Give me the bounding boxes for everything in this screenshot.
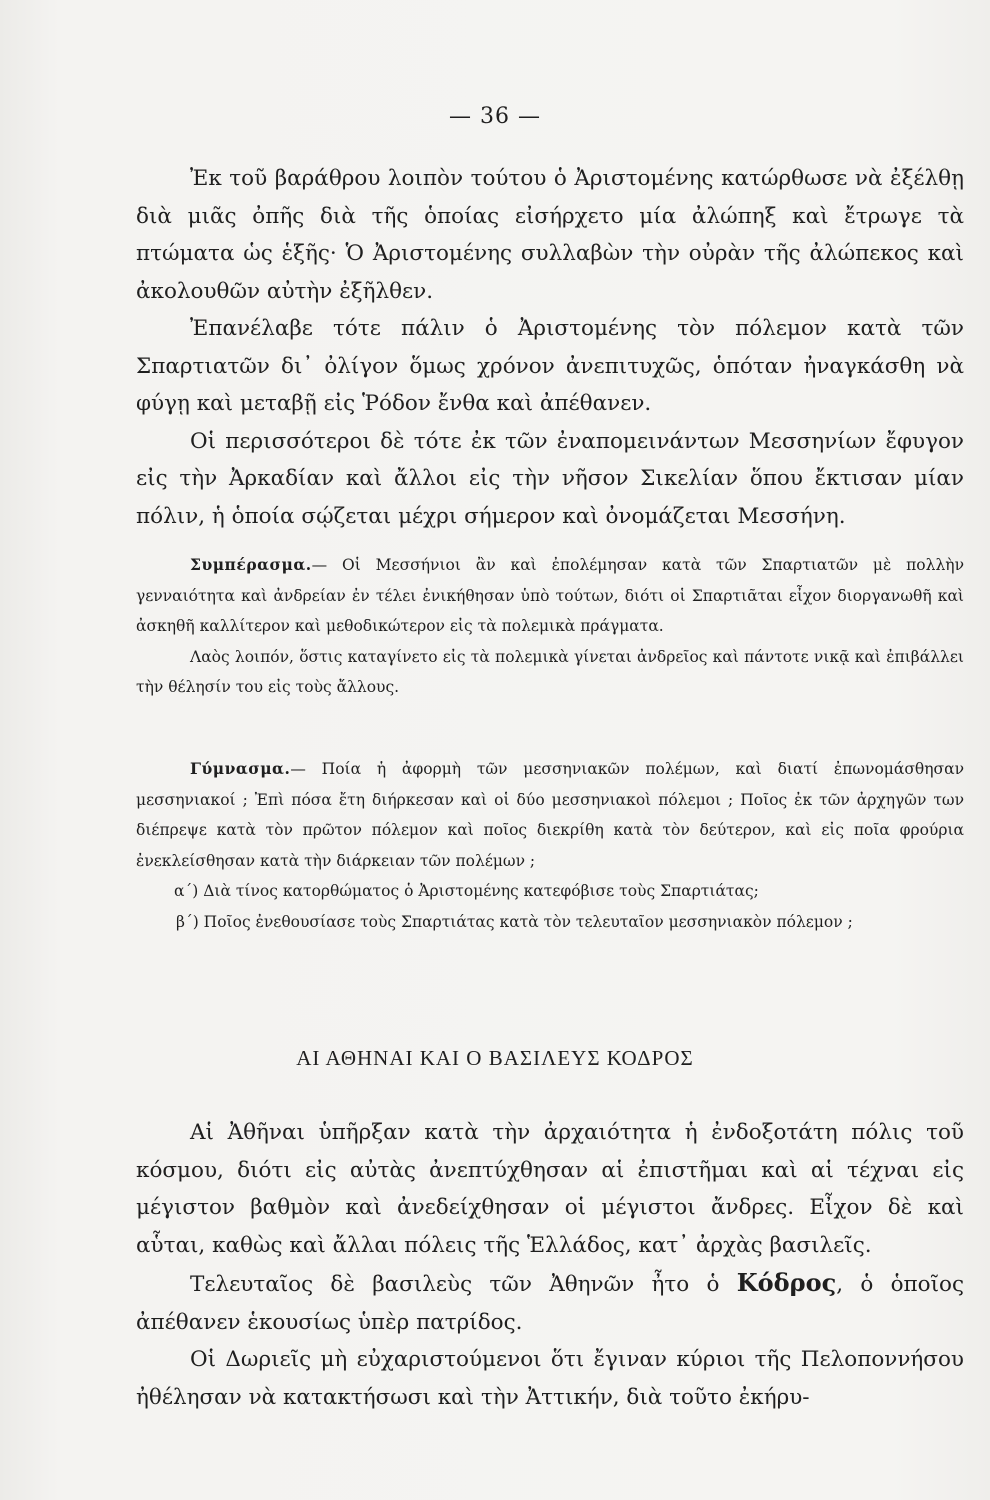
chapter-heading: ΑΙ ΑΘΗΝΑΙ ΚΑΙ Ο ΒΑΣΙΛΕΥΣ ΚΟΔΡΟΣ	[296, 1046, 694, 1070]
summary-paragraph-2: Λαὸς λοιπόν, ὅστις καταγίνετο εἰς τὰ πολεμικὰ γίνεται ἀνδρεῖος καὶ πάντοτε νικᾷ καὶ ἐπιβάλλει τὴν θέλησίν του εἰς τοὺς ἄλλους.	[136, 647, 964, 696]
text-fragment: , ὁ ὁποῖος ἀπέθανεν ἑκουσίως ὑπὲρ πατρίδος.	[136, 1272, 965, 1335]
exercise-text: — Ποία ἡ ἀφορμὴ τῶν μεσσηνιακῶν πολέμων, καὶ διατί ἐπωνομάσθησαν μεσσηνιακοί ; Ἐπὶ πόσα ἔτη διήρκεσαν καὶ οἱ δύο μεσσηνιακοὶ πόλεμοι ; Ποῖος ἐκ τῶν ἀρχηγῶν των διέπρεψε κατὰ τὸν πρῶτον πόλεμον καὶ ποῖος διεκρίθη κατὰ τὸν δεύτερον, καὶ εἰς ποῖα φρούρια ἐνεκλείσθησαν κατὰ τὴν διάρκειαν τῶν πολέμων ;	[136, 760, 964, 870]
exercise-section	[136, 754, 964, 937]
section-athens	[136, 1114, 964, 1416]
exercise-question-a: α΄) Διὰ τίνος κατορθώματος ὁ Ἀριστομένης κατεφόβισε τοὺς Σπαρτιάτας;	[174, 882, 759, 900]
exercise-question-b: β΄) Ποῖος ἐνεθουσίασε τοὺς Σπαρτιάτας κατὰ τὸν τελευταῖον μεσσηνιακὸν πόλεμον ;	[176, 912, 853, 931]
summary-text: — Οἱ Μεσσήνιοι ἂν καὶ ἐπολέμησαν κατὰ τῶν Σπαρτιατῶν μὲ πολλὴν γενναιότητα καὶ ἀνδρείαν ἐν τέλει ἐνικήθησαν ὑπὸ τούτων, διότι οἱ Σπαρτιᾶται εἶχον διοργανωθῆ καὶ ἀσκηθῆ καλλίτερον καὶ μεθοδικώτερον εἰς τὰ πολεμικὰ πράγματα.	[136, 556, 964, 635]
paragraph-kodros	[136, 1264, 964, 1341]
text-fragment: Τελευταῖος δὲ βασιλεὺς τῶν Ἀθηνῶν ἦτο ὁ	[190, 1272, 737, 1297]
summary-label: Συμπέρασμα.	[190, 555, 312, 574]
exercise-paragraph	[136, 754, 964, 876]
paragraph: Ἐκ τοῦ βαράθρου λοιπὸν τούτου ὁ Ἀριστομένης κατώρθωσε νὰ ἐξέλθῃ διὰ μιᾶς ὀπῆς διὰ τῆς ὁποίας εἰσήρχετο μία ἀλώπηξ καὶ ἔτρωγε τὰ πτώματα ὡς ἑξῆς· Ὁ Ἀριστομένης συλλαβὼν τὴν οὐρὰν τῆς ἀλώπεκος καὶ ἀκολουθῶν αὐτὴν ἐξῆλθεν.	[136, 166, 964, 304]
king-name: Κόδρος	[736, 1268, 837, 1297]
paragraph: Οἱ περισσότεροι δὲ τότε ἐκ τῶν ἐναπομεινάντων Μεσσηνίων ἔφυγον εἰς τὴν Ἀρκαδίαν καὶ ἄλλοι εἰς τὴν νῆσον Σικελίαν ὅπου ἔκτισαν μίαν πόλιν, ἡ ὁποία σῴζεται μέχρι σήμερον καὶ ὀνομάζεται Μεσσήνη.	[136, 428, 964, 529]
page-number: — 36 —	[449, 104, 541, 129]
paragraph: Αἱ Ἀθῆναι ὑπῆρξαν κατὰ τὴν ἀρχαιότητα ἡ ἐνδοξοτάτη πόλις τοῦ κόσμου, διότι εἰς αὐτὰς ἀνεπτύχθησαν αἱ ἐπιστῆμαι καὶ αἱ τέχναι εἰς μέγιστον βαθμὸν καὶ ἀνεδείχθησαν οἱ μέγιστοι ἄνδρες. Εἶχον δὲ καὶ αὗται, καθὼς καὶ ἄλλαι πόλεις τῆς Ἑλλάδος, κατ᾽ ἀρχὰς βασιλεῖς.	[136, 1120, 964, 1258]
section-aristomenes	[136, 160, 964, 535]
summary-section	[136, 550, 964, 703]
paragraph: Οἱ Δωριεῖς μὴ εὐχαριστούμενοι ὅτι ἔγιναν κύριοι τῆς Πελοποννήσου ἠθέλησαν νὰ κατακτήσωσι καὶ τὴν Ἀττικήν, διὰ τοῦτο ἐκήρυ-	[136, 1347, 964, 1410]
paragraph: Ἐπανέλαβε τότε πάλιν ὁ Ἀριστομένης τὸν πόλεμον κατὰ τῶν Σπαρτιατῶν δι᾽ ὀλίγον ὅμως χρόνον ἀνεπιτυχῶς, ὁπόταν ἠναγκάσθη νὰ φύγῃ καὶ μεταβῇ εἰς Ῥόδον ἔνθα καὶ ἀπέθανεν.	[136, 316, 964, 416]
summary-paragraph	[136, 550, 964, 642]
exercise-label: Γύμνασμα.	[190, 759, 291, 778]
